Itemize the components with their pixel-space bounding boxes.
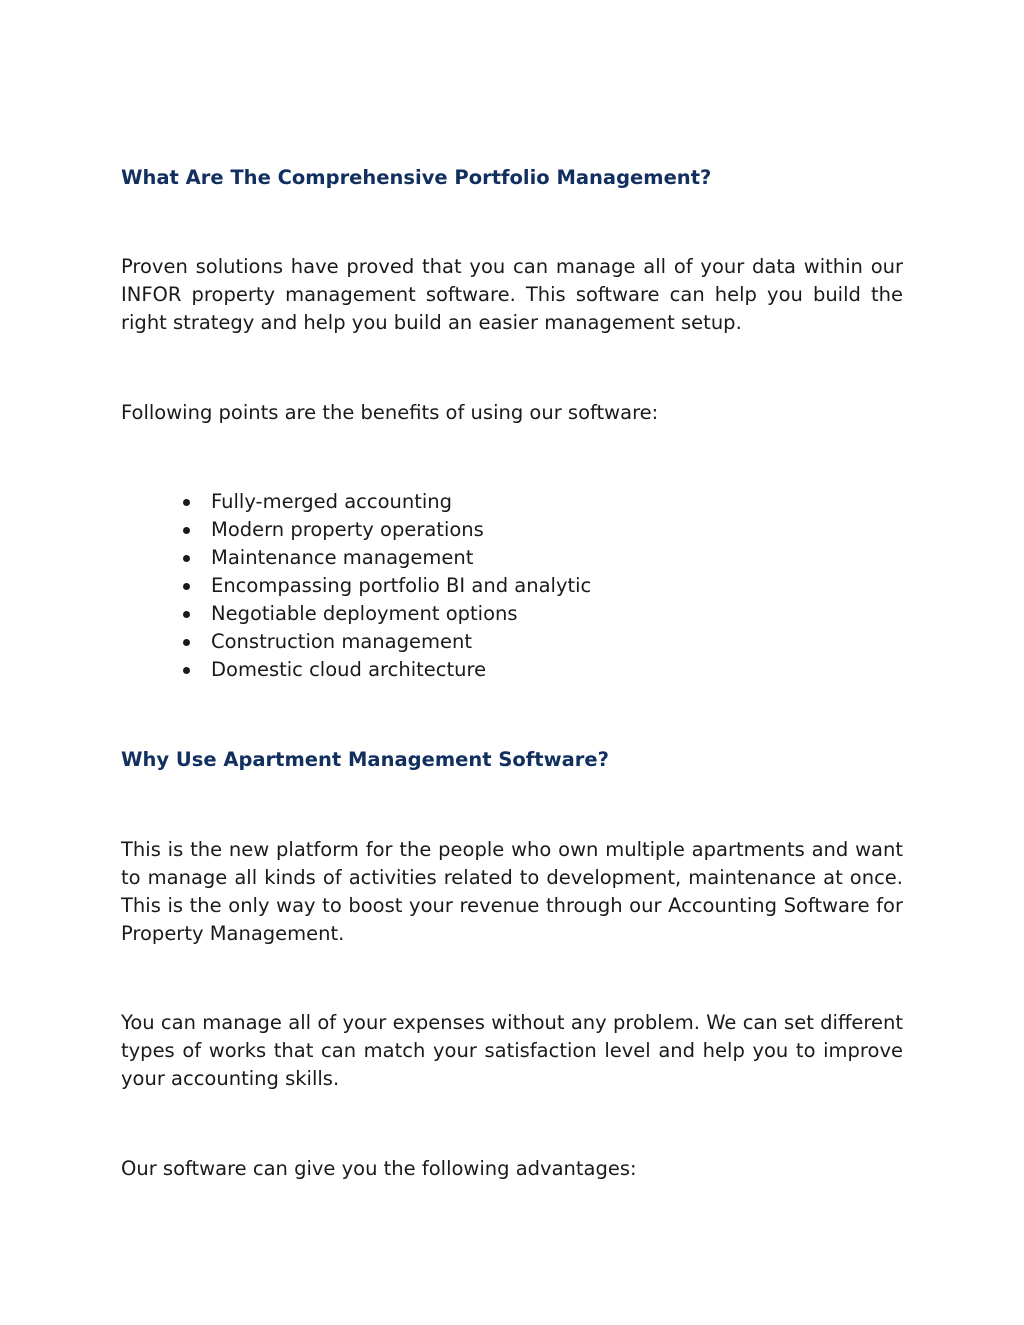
bullet-icon <box>183 583 190 590</box>
benefits-intro: Following points are the benefits of using our software: <box>121 401 659 424</box>
list-item-label: Maintenance management <box>211 546 474 569</box>
list-item-label: Construction management <box>211 630 472 653</box>
list-item-label: Fully-merged accounting <box>211 490 453 513</box>
list-item <box>121 628 591 656</box>
bullet-icon <box>183 555 190 562</box>
bullet-icon <box>183 527 190 534</box>
list-item <box>121 600 591 628</box>
section-heading-portfolio: What Are The Comprehensive Portfolio Management? <box>121 166 712 189</box>
list-item <box>121 544 591 572</box>
benefits-list <box>121 488 591 684</box>
bullet-icon <box>183 611 190 618</box>
list-item-label: Encompassing portfolio BI and analytic <box>211 574 592 597</box>
list-item-label: Domestic cloud architecture <box>211 658 487 681</box>
bullet-icon <box>183 667 190 674</box>
bullet-icon <box>183 639 190 646</box>
list-item <box>121 572 591 600</box>
platform-paragraph: This is the new platform for the people who own multiple apartments and want to manage all kinds of activities related to development, maintenance at once. This is the only way to boost your revenue through our Accounting Software for Property Management. <box>121 838 903 945</box>
expenses-paragraph: You can manage all of your expenses without any problem. We can set different types of works that can match your satisfaction level and help you to improve your accounting skills. <box>121 1011 903 1090</box>
list-item <box>121 656 591 684</box>
list-item <box>121 516 591 544</box>
advantages-intro: Our software can give you the following advantages: <box>121 1157 637 1180</box>
list-item-label: Negotiable deployment options <box>211 602 518 625</box>
list-item <box>121 488 591 516</box>
list-item-label: Modern property operations <box>211 518 484 541</box>
bullet-icon <box>183 499 190 506</box>
intro-paragraph: Proven solutions have proved that you can manage all of your data within our INFOR property management software. This software can help you build the right strategy and help you build an easier management setup. <box>121 255 903 334</box>
section-heading-apartment: Why Use Apartment Management Software? <box>121 748 609 771</box>
